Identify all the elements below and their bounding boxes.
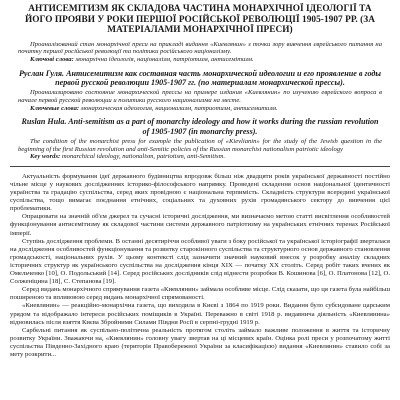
abstract-ru-heading: Руслан Гуля. Антисемитизм как составная часть монархической идеологии и его проявление в годы первой русской революции 1905-1907 гг. (по материалам монархической прессы).: [18, 68, 382, 88]
section-divider: [10, 166, 390, 167]
keywords-label: Key words:: [30, 153, 61, 161]
abstract-en-keywords: [18, 153, 382, 161]
body-paragraph: «Киевлянин» — реакційно-монархічна газета, що виходила в Києві з 1864 по 1919 роки. Видання було субсидоване царським урядом та відображало інтереси російських поміщиків в Україні. Переважно в світі 1918 р. видавнича діяльність «Киевлянина» відновилась після взяття Києва Збройними Силами Півдня Росії в серпні-грудні 1919 р.: [10, 302, 390, 326]
keywords-label: Ключові слова:: [30, 56, 74, 64]
keywords-value: монархическая идеология, национализм, патриотизм, антисемитизм.: [80, 104, 278, 112]
body-paragraph: Ступінь дослідження проблеми. В останні десятиріччя особливої уваги з боку російської та української історіографії зверталася на дослідження особливостей функціонування та розвитку старокінного суспільства та структурного основ державного становлення громадськості, національних рухів. У цьому контексті слід зазначити значний науковий внесок у розробку аналізу складних історичних структур як українського суспільства на дослідження кінця XIX — початку XX століть. Серед робіт таких вчених як Омельченко [10], О. Подольський [14]. Серед російських дослідників слід віднести розробки В. Кошинова [6], О. Платонова [12], О. Солженіцина [18], С. Степанова [19].: [10, 237, 390, 286]
body-paragraph: Опрацювати на значній об'єм джерел та сучасні історичні дослідження, ми визначаємо метою статті висвітлення особливостей функціонування антисемітизму як складової частини системи державного патріотизму на українських етнічних теренах Російської імперії.: [10, 213, 390, 237]
keywords-label: Ключевые слова:: [30, 104, 80, 112]
abstract-uk-text: Проаналізований стан монархічної преси на прикладі видання «Киевлянин» з точки зору вивчення єврейського питання на початку першої російської революції та політики російського націоналізму.: [18, 40, 382, 56]
body-paragraph: Актуальність формування ідеї державного будівництва впродовж більш ніж двадцяти років української державності постійно чільне місце у наукових дослідженнях історико-філософського напрямку. Проведені складення основ національної ідентичності українства та градацію суспільства, серед яких провідною є національна терпимість. Складність структури всередині української суспільства, тощо вимагає поєднання етнічних, соціальних та духовних рухів громадянського сектору до вивчення цієї проблематики.: [10, 172, 390, 213]
abstract-uk-keywords: [18, 56, 382, 64]
article-title: АНТИСЕМІТИЗМ ЯК СКЛАДОВА ЧАСТИНА МОНАРХІЧНОЇ ІДЕОЛОГІЇ ТА ЙОГО ПРОЯВИ У РОКИ ПЕРШОЇ РОСІЙСЬКОЇ РЕВОЛЮЦІЇ 1905-1907 РР. (ЗА МАТЕРІАЛАМИ МОНАРХІЧНОЇ ПРЕСИ): [24, 4, 376, 36]
keywords-value: монархічна ідеологія, націоналізм, патріотизм, антисемітизм.: [75, 56, 254, 64]
abstract-en-heading: Ruslan Hula. Anti-semitism as a part of monarchy ideology and how it works during the russian revolution of 1905-1907 (in monarchy press).: [21, 117, 379, 136]
abstract-russian: [18, 69, 382, 113]
article-body: [10, 173, 390, 359]
abstract-english: [18, 117, 382, 161]
abstract-en-text: The condition of the monarchist press for example the publication of «Kievlianin» for the study of the Jewish question in the beginning of the first Russian revolution and anti-Semitic policies of the Russian monarchist nationalism patriotic ideology: [18, 137, 382, 153]
keywords-value: monarchical ideology, nationalism, patriotism, anti-Semitism.: [61, 153, 226, 161]
abstract-ukrainian: [18, 41, 382, 64]
body-paragraph: Серед видань монархічного спрямування газета «Киевлянин» займала особливе місце. Слід сказати, що ця газета була найбільш поширеною та впливовою серед видань монархічної спрямованості.: [10, 286, 390, 302]
abstract-ru-text: Проанализировано состояние монархической прессы на примере издания «Киевлянин» по изучению еврейского вопроса в начале первой русской революции и политики русского национализма на месте.: [18, 89, 382, 104]
body-paragraph: Сарбельні питання як суспільно-політична реальність протягом століть займало важливе положення в життя та історичну розвитку України. Зважаючи на, «Киевлянин» головну увагу звертав на ці місцевих країн. Оцінка ролі преси у розпочатому житті суспільства Південно-Західного краю (територія Правобережної України за класифікацією) видання «Киевлянин» ставило собі за мету розкрити...: [10, 326, 390, 358]
abstract-ru-keywords: [18, 105, 382, 113]
